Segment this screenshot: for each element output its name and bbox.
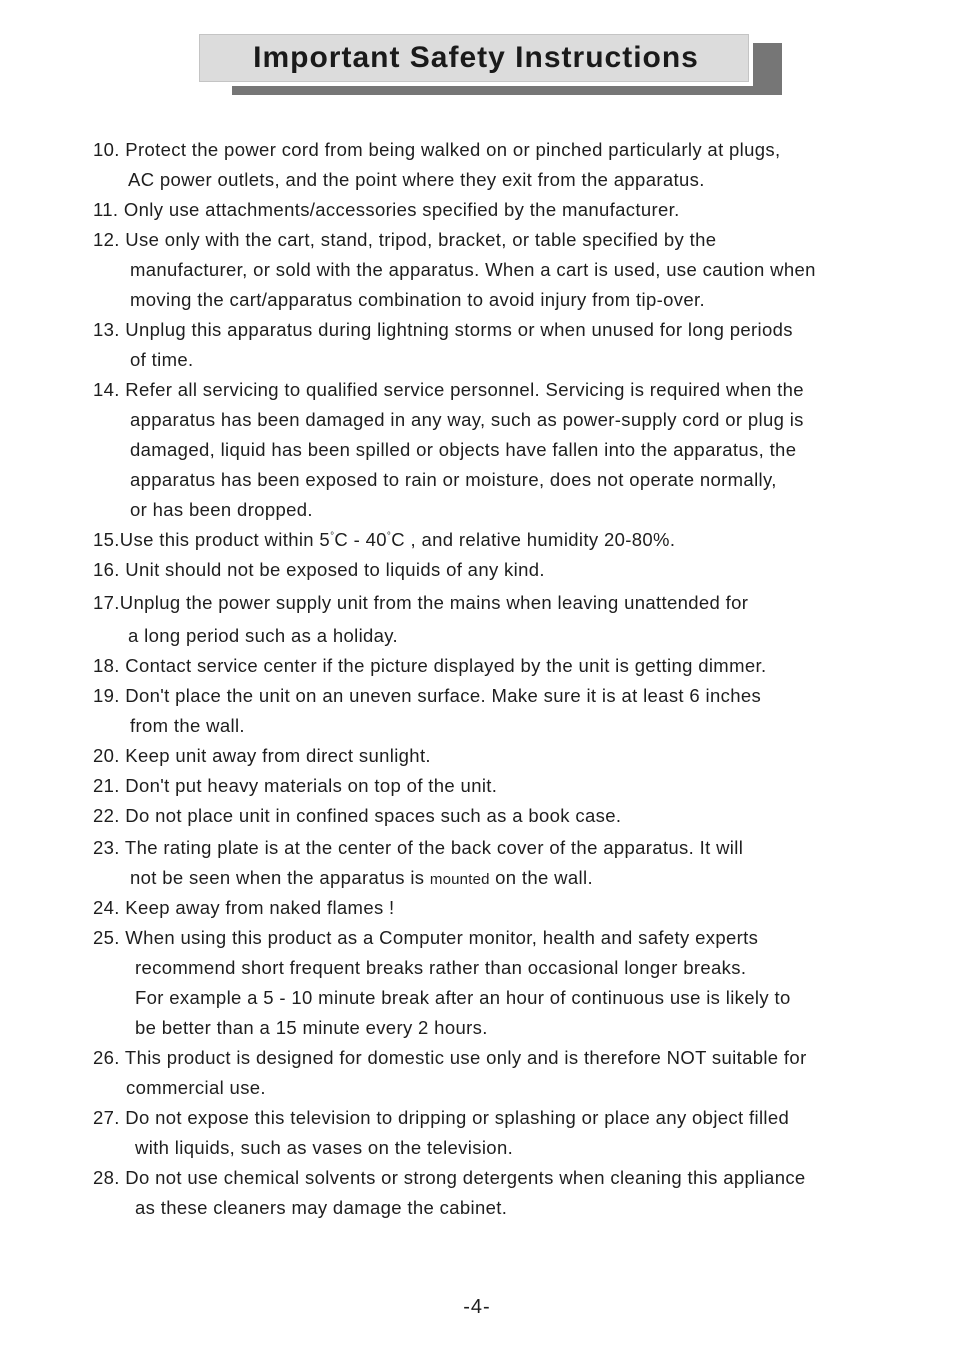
humidity-text: C , and relative humidity 20-80%. [391, 529, 676, 550]
instruction-line: manufacturer, or sold with the apparatus. When a cart is used, use caution when [130, 259, 816, 280]
instruction-line: 20. Keep unit away from direct sunlight. [93, 745, 431, 766]
title-shadow-right [753, 43, 782, 95]
instruction-line: 10. Protect the power cord from being walked on or pinched particularly at plugs, [93, 139, 781, 160]
instruction-line: 19. Don't place the unit on an uneven surface. Make sure it is at least 6 inches [93, 685, 762, 706]
temperature-text: C - 40 [334, 529, 387, 550]
title-box [199, 34, 749, 82]
instruction-line: damaged, liquid has been spilled or objects have fallen into the apparatus, the [130, 439, 797, 460]
instruction-line: 18. Contact service center if the picture displayed by the unit is getting dimmer. [93, 655, 767, 676]
instruction-line: recommend short frequent breaks rather than occasional longer breaks. [135, 957, 747, 978]
instruction-line [130, 863, 593, 893]
instruction-line: 14. Refer all servicing to qualified service personnel. Servicing is required when the [93, 379, 804, 400]
instruction-line: or has been dropped. [130, 499, 313, 520]
instruction-line: with liquids, such as vases on the television. [135, 1137, 514, 1158]
instruction-line: 28. Do not use chemical solvents or strong detergents when cleaning this appliance [93, 1167, 806, 1188]
instruction-line: 16. Unit should not be exposed to liquids of any kind. [93, 559, 545, 580]
degree-symbol: ° [386, 531, 392, 542]
line-text: not be seen when the apparatus is [130, 867, 430, 888]
instruction-line: as these cleaners may damage the cabinet. [135, 1197, 508, 1218]
instruction-line: apparatus has been damaged in any way, such as power-supply cord or plug is [130, 409, 804, 430]
degree-symbol: ° [330, 531, 335, 542]
instruction-line: moving the cart/apparatus combination to avoid injury from tip-over. [130, 289, 705, 310]
instruction-line: 22. Do not place unit in confined spaces such as a book case. [93, 805, 622, 826]
instruction-line: 26. This product is designed for domestic use only and is therefore NOT suitable for [93, 1047, 807, 1068]
instruction-line: 23. The rating plate is at the center of the back cover of the apparatus. It will [93, 837, 744, 858]
page-title: Important Safety Instructions [253, 41, 699, 74]
instruction-line: 21. Don't put heavy materials on top of the unit. [93, 775, 498, 796]
instruction-line: a long period such as a holiday. [128, 625, 399, 646]
temperature-text: 15.Use this product within 5 [93, 529, 331, 550]
instruction-line: For example a 5 - 10 minute break after an hour of continuous use is likely to [135, 987, 791, 1008]
instruction-line: 11. Only use attachments/accessories specified by the manufacturer. [93, 199, 680, 220]
title-banner [199, 34, 782, 96]
instruction-line: 25. When using this product as a Computer monitor, health and safety experts [93, 927, 759, 948]
line-text-small: mounted [429, 871, 490, 888]
page-number: -4- [463, 1296, 491, 1318]
instruction-line: 12. Use only with the cart, stand, tripod, bracket, or table specified by the [93, 229, 717, 250]
instruction-line: apparatus has been exposed to rain or moisture, does not operate normally, [130, 469, 777, 490]
instruction-line: AC power outlets, and the point where they exit from the apparatus. [128, 169, 705, 190]
line-text: on the wall. [489, 867, 593, 888]
instruction-line: 13. Unplug this apparatus during lightning storms or when unused for long periods [93, 319, 793, 340]
instruction-line: 24. Keep away from naked flames ! [93, 897, 395, 918]
instruction-line: from the wall. [130, 715, 245, 736]
title-shadow-bottom [232, 86, 782, 95]
instruction-line: 27. Do not expose this television to dripping or splashing or place any object filled [93, 1107, 790, 1128]
instruction-line: be better than a 15 minute every 2 hours. [135, 1017, 488, 1038]
instruction-line: 17.Unplug the power supply unit from the mains when leaving unattended for [93, 592, 749, 613]
instruction-line: commercial use. [126, 1077, 266, 1098]
instruction-line [93, 525, 675, 555]
instruction-line: of time. [130, 349, 194, 370]
